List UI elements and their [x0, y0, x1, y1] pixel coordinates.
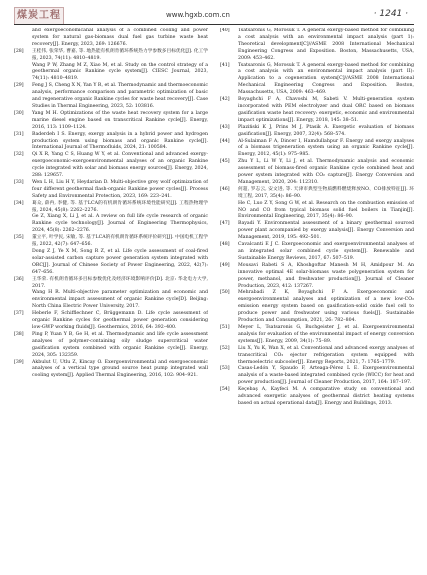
reference-entry [220, 159, 414, 187]
reference-text: Al-Sulaiman F A, Dincer I, Hamdullahpur F. Energy and exergy analyses of a biomass trigeneration system using an organic Rankine cycle[J]. Energy, 2012, 45(1): 975–985. [238, 138, 414, 158]
reference-number: [54] [220, 387, 230, 393]
reference-text: Qi X R, Yang C S, Huang W Y, et al. Conventional and advanced exergy-exergoeconomic-exergoenvironmental analyses of an organic Rankine cycle integrated with solar and biomass energy sources[J]. Energy, 2024, 288: 129657. [32, 152, 208, 179]
reference-number: [32] [14, 152, 24, 158]
reference-number: [51] [220, 324, 230, 330]
reference-number: [35] [14, 235, 24, 241]
reference-text: Heberle F, Schifflechner C, Brüggemann D. Life cycle assessment of organic Rankine cycles for geothermal power generation considering low-GWP working fluids[J]. Geothermics, 2016, 64: 392–400. [32, 311, 208, 330]
references-column-right [220, 28, 414, 572]
reference-number: [40] [220, 28, 230, 33]
reference-text: Tsatsaronis G, Morosuk T. A general exergy-based method for combining a cost analysis with an environmental impact analysis (part II): Application to a cogeneration system[C]//ASME 2008 International Mechanical Engineering Congress and Exposition. Boston, Massachusetts, USA, 2009: 463–469. [238, 62, 414, 96]
reference-number: [41] [220, 62, 230, 68]
reference-entry [220, 242, 414, 263]
reference-number: [29] [14, 83, 24, 89]
reference-entry [14, 132, 208, 153]
reference-number: [52] [220, 345, 230, 351]
reference-entry [14, 290, 208, 311]
reference-number: [34] [14, 200, 24, 206]
reference-number: [36] [14, 276, 24, 282]
reference-number: [49] [220, 262, 230, 268]
reference-entry [14, 235, 208, 249]
reference-text: 董立平, 叶学民, 宋敏, 等. 基于LCA的有机朗肯循环系统评价研究[J]. 中国电机工程学报, 2022, 42(7): 647–656. [32, 235, 208, 248]
reference-text: Akbulut U, Utlu Z, Kincay O. Exergoenvironmental and exergoeconomic analyses of a vertical type ground source heat pump integrated wall cooling system[J]. Applied Thermal Engineering, 2016, 102: 904–921. [32, 359, 208, 379]
page-header [14, 6, 414, 26]
reference-entry [220, 290, 414, 325]
reference-text: Keçebaş A, Kayfeci M. A comparative study on conventional and advanced exergetic analyses of geothermal district heating systems based on actual operational data[J]. Energy and Buildings, 2013. [238, 387, 414, 406]
reference-entry [14, 49, 208, 63]
reference-text: Tsatsaronis G, Morosuk T. A general exergy-based method for combining a cost analysis with an environmental impact analysis (part 1): Theoretical development[C]//ASME 2008 International Mechanical Engineering Congress and Exposition. Boston, Massachusetts, USA, 2009: 453–462. [238, 28, 414, 61]
reference-entry [14, 214, 208, 235]
reference-entry [220, 325, 414, 346]
reference-entry [14, 180, 208, 201]
reference-entry [220, 63, 414, 98]
reference-number: [39] [14, 359, 24, 365]
header-rule [14, 24, 414, 25]
reference-entry [14, 201, 208, 215]
reference-entry [14, 249, 208, 277]
reference-number: [46] [220, 186, 230, 192]
reference-text: Bayadi Y. Environmental assessment of a binary geothermal sourced power plant accompanied by exergy analysis[J]. Energy Conversion and Management, 2019, 195: 492–501. [238, 221, 414, 241]
reference-text: Ping P, Yuan Y B, Ge H, et al. Thermodynamic and life cycle assessment analyses of polymer-containing oily sludge supercritical water gasification system combined with organic Rankine cycle[J]. Energy, 2024, 305: 132359. [32, 331, 208, 358]
reference-text: Wang P W, Zhang M Z, Xiao M, et al. Study on the control strategy of a geothermal organic Rankine cycle system[J]. CIESC Journal, 2023, 74(11): 4810–4819. [32, 62, 208, 82]
reference-entry [220, 97, 414, 125]
reference-text: and exergoeconomicanal analysis of a combined cooling and power system for natural gas-biomass dual fuel gas turbine waste heat recovery[J]. Energy, 2023, 269: 126676. [32, 28, 208, 47]
reference-entry [220, 125, 414, 139]
reference-text: Boyaghchi F A, Chavoshi M, Sabeti V. Multi-generation system incorporated with PEM electrolyzer and dual ORC based on biomass gasification waste heat recovery: exergetic, economic and environmental impact optimizations[J]. Energy, 2018, 145: 38–51. [238, 97, 414, 123]
reference-text: Dong Z J, Ye X M, Song R Z, et al. Life cycle assessment of coal-fired solar-assisted carbon capture power generation system integrated with ORC[J]. Journal of Chinese Society of Power Engineering, 2022, 42(7): 647–656. [32, 249, 208, 275]
references-column-left [14, 28, 208, 572]
reference-entry [14, 311, 208, 332]
reference-entry [220, 346, 414, 367]
reference-number: [31] [14, 131, 24, 137]
reference-text: Ge Z, Xiang X, Li J, et al. A review on full life cycle research of organic Rankine cycle technology[J]. Journal of Engineering Thermophysics, 2024, 45(8): 2262–2276. [32, 214, 208, 234]
reference-entry [14, 111, 208, 132]
reference-number: [42] [220, 97, 230, 103]
reference-entry [220, 201, 414, 222]
journal-logo: 煤炭工程 [14, 7, 64, 25]
reference-entry [14, 360, 208, 381]
reference-text: Cavalcanti E J C. Exergoeconomic and exergoenvironmental analyses of an integrated solar combined cycle system[J]. Renewable and Sustainable Energy Reviews, 2017, 67: 507–519. [238, 242, 414, 261]
reference-number: [38] [14, 331, 24, 337]
reference-text: 葛众, 薛冉, 李健, 等. 基于LCA的有机朗肯循环系统环境性能研究[J]. 工程热物理学报, 2024, 45(8): 2262–2276. [32, 200, 208, 213]
reference-number: [44] [220, 138, 230, 144]
reference-text: Meyer L, Tsatsaronis G, Buchgeister J, et al. Exergoenvironmental analysis for evaluation of the environmental impact of energy conversion systems[J]. Energy, 2009, 34(1): 75–89. [238, 324, 414, 344]
reference-number: [33] [14, 179, 24, 185]
reference-entry [220, 221, 414, 242]
reference-number: [30] [14, 110, 24, 116]
reference-entry [220, 28, 414, 63]
reference-entry [14, 28, 208, 49]
reference-text: Wang H R. Multi-objective parameter optimization and economic and environmental impact assessment of organic Rankine cycle[D]. Beijing: North China Electric Power University, 2017. [32, 290, 208, 310]
reference-entry [220, 387, 414, 408]
reference-entry [14, 63, 208, 84]
reference-entry [14, 152, 208, 180]
reference-number: [28] [14, 48, 24, 54]
reference-entry [220, 263, 414, 291]
reference-text: Zhu Y L, Li W Y, Li J, et al. Thermodynamic analysis and economic assessment of biomass-fired organic Rankine cycle combined heat and power system integrated with CO₂ capture[J]. Energy Conversion and Management, 2020, 204: 112310. [238, 159, 414, 185]
reference-text: Yang M H. Optimizations of the waste heat recovery system for a large marine diesel engine based on transcritical Rankine cycle[J]. Energy, 2016, 113: 1109–1124. [32, 110, 208, 130]
reference-entry [220, 366, 414, 387]
reference-text: Mehrabadi Z K, Boyaghchi F A. Exergoeconomic and exergoenvironmental analyses and optimization of a new low-CO₂ emission energy system based on gasification-solid oxide fuel cell to produce power and freshwater using various fuels[J]. Sustainable Production and Consumption, 2021, 26: 782–804. [238, 290, 414, 324]
reference-number: [53] [220, 366, 230, 372]
reference-number: [48] [220, 242, 230, 248]
reference-number: [50] [220, 290, 230, 296]
reference-text: Casas-Ledón Y, Spaudo F, Arteaga-Pérez L E. Exergoenvironmental analysis of a waste-based integrated combined cycle (WICC) for heat and power production[J]. Journal of Cleaner Production, 2017, 164: 187–197. [238, 366, 414, 386]
reference-text: Wen L H, Liu H Y, Heydarian D. Multi-objective grey wolf optimization of four different geothermal flash-organic Rankine power cycles[J]. Process Safety and Environmental Protection, 2023, 169: 223–241. [32, 179, 208, 199]
reference-number: [37] [14, 311, 24, 317]
reference-entry [14, 277, 208, 291]
reference-number: [43] [220, 124, 230, 130]
reference-entry [14, 332, 208, 360]
reference-text: Baderdeh I S. Energy, exergy analysis in a hybrid power and hydrogen production system using biomass and organic Rankine cycle[J]. International Journal of Thermofluids, 2024, 21: 100584. [32, 131, 208, 151]
reference-text: 何超, 罗志云, 安文进, 等. 天津市典型生物质燃料燃烧释放NO、CO排放特征[J]. 环境工程, 2017, 35(4): 86–90. [238, 186, 414, 199]
page-number: · 1241 · [373, 9, 408, 19]
reference-text: Mousavi Rabeti S A, Khoshgoftar Manesh M H, Amidpour M. An innovative optimal 4E solar-biomass waste polygeneration system for power, methanol, and freshwater production[J]. Journal of Cleaner Production, 2023, 412: 137267. [238, 262, 414, 289]
reference-text: 王华荣. 有机朗肯循环多目标参数优化及经济环境影响评价[D]. 北京: 华北电力大学, 2017. [32, 276, 208, 289]
reference-entry [220, 187, 414, 201]
reference-text: Plaziński K J, Prins M J, Ptasik A. Exergetic evaluation of biomass gasification[J]. Energy, 2007, 32(4): 568–574. [238, 124, 414, 137]
reference-text: Liu X, Yu K, Wan X, et al. Conventional and advanced exergy analyses of transcritical CO₂ ejector refrigeration system equipped with thermoelectric subcooler[J]. Energy Reports, 2021, 7: 1765–1779. [238, 345, 414, 365]
reference-entry [220, 139, 414, 160]
site-url: www.hgxb.com.cn [166, 11, 230, 19]
reference-entry [14, 83, 208, 111]
reference-text: 王桂伟, 张荣华, 曹嘉, 等. 地热能有机朗肯循环系统热力学参数多目标优化[J]. 化工学报, 2023, 74(11): 4810–4819. [32, 48, 208, 61]
reference-text: He C, Luo Z Y, Song G W, et al. Research on the combustion emission of NO and CO from typical biomass solid fuel boilers in Tianjin[J]. Environmental Engineering, 2017, 35(4): 86–90. [238, 200, 414, 220]
reference-text: Feng J S, Cheng X N, Yan Y R, et al. Thermodynamic and thermoeconomic analysis, performance comparison and parametric optimization of basic and regenerative organic Rankine cycles for waste heat recovery[J]. Case Studies in Thermal Engineering, 2023, 52: 103816. [32, 83, 208, 109]
reference-number: [47] [220, 221, 230, 227]
reference-number: [45] [220, 159, 230, 165]
